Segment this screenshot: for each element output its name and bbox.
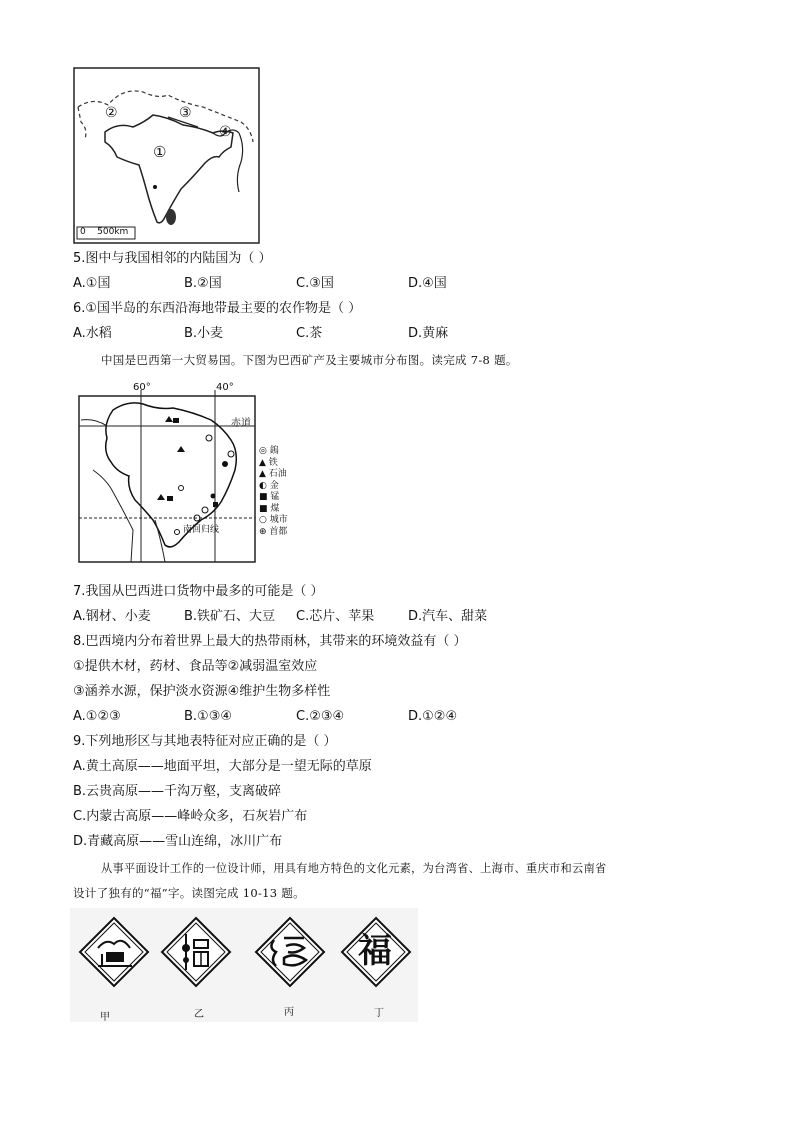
- brazil-legend: [259, 446, 288, 538]
- q6-option-a: A.水稻: [73, 326, 112, 341]
- q7-option-a: A.钢材、小麦: [73, 609, 151, 624]
- legend-item: [259, 515, 288, 527]
- tungsten-symbol: ◎: [259, 446, 270, 456]
- legend-item: [259, 504, 288, 516]
- legend-item: [259, 458, 288, 470]
- legend-capital: 首都: [269, 526, 288, 537]
- legend-gold: 金: [269, 480, 279, 491]
- q9-option-d: D.青藏高原——雪山连绵，冰川广布: [73, 834, 283, 849]
- iron-symbol: ▲: [259, 457, 269, 468]
- gold-symbol: ◐: [259, 480, 270, 491]
- q9-option-b: B.云贵高原——千沟万壑，支离破碎: [73, 784, 282, 799]
- question-8-stem: 8.巴西境内分布着世界上最大的热带雨林，其带来的环境效益有（ ）: [73, 634, 467, 649]
- legend-coal: 煤: [270, 503, 280, 514]
- india-map-drawing: [73, 67, 260, 244]
- intro-10-13-line-1: 从事平面设计工作的一位设计师，用具有地方特色的文化元素，为台湾省、上海市、重庆市和云南省: [101, 862, 607, 875]
- q9-option-c: C.内蒙古高原——峰岭众多，石灰岩广布: [73, 809, 308, 824]
- legend-oil: 石油: [268, 469, 287, 479]
- q6-option-d: D.黄麻: [408, 326, 449, 341]
- q7-option-d: D.汽车、甜菜: [408, 609, 488, 624]
- q5-option-b: B.②国: [184, 276, 222, 291]
- tropic-label: 南回归线: [183, 525, 220, 535]
- map-label-3: ③: [179, 105, 192, 121]
- label-ding: 丁: [374, 1008, 384, 1019]
- question-5-stem: 5.图中与我国相邻的内陆国为（ ）: [73, 251, 272, 266]
- q8-option-c: C.②③④: [296, 709, 345, 724]
- label-bing: 丙: [284, 1007, 294, 1018]
- question-6-stem: 6.①国半岛的东西沿海地带最主要的农作物是（ ）: [73, 301, 362, 316]
- legend-item: [259, 446, 288, 458]
- q8-option-d: D.①②④: [408, 709, 458, 724]
- q7-option-b: B.铁矿石、大豆: [184, 609, 276, 624]
- legend-item: [259, 481, 288, 493]
- oil-symbol: ▲: [259, 469, 269, 479]
- coal-symbol: ■: [259, 503, 271, 514]
- manganese-symbol: ■: [259, 492, 271, 502]
- legend-manganese: 锰: [270, 492, 280, 502]
- q8-statement-line-2: ③涵养水源，保护淡水资源④维护生物多样性: [73, 684, 331, 699]
- label-yi: 乙: [194, 1009, 204, 1020]
- q6-option-c: C.茶: [296, 326, 323, 341]
- q8-statement-line-1: ①提供木材，药材、食品等②减弱温室效应: [73, 659, 318, 674]
- intro-10-13-line-2: 设计了独有的“福”字。读图完成 10-13 题。: [73, 886, 305, 900]
- q8-option-a: A.①②③: [73, 709, 121, 724]
- legend-item: [259, 527, 288, 539]
- question-7-stem: 7.我国从巴西进口货物中最多的可能是（ ）: [73, 584, 324, 599]
- lon-label-60: 60°: [133, 382, 151, 393]
- lon-label-40: 40°: [216, 382, 234, 393]
- label-jia: 甲: [100, 1012, 110, 1023]
- q8-option-b: B.①③④: [184, 709, 233, 724]
- map-label-2: ②: [105, 105, 118, 121]
- map-label-1: ①: [153, 143, 167, 161]
- capital-symbol: ⊕: [259, 526, 270, 537]
- city-symbol: ○: [259, 515, 270, 525]
- legend-iron: 铁: [268, 457, 278, 468]
- map-label-4: ④: [219, 124, 232, 140]
- map-scale: 0 500km: [80, 227, 129, 237]
- brazil-map: [73, 380, 306, 570]
- equator-label: 赤道: [231, 418, 251, 429]
- q6-option-b: B.小麦: [184, 326, 224, 341]
- legend-tungsten: 鎢: [269, 446, 279, 456]
- legend-item: [259, 469, 288, 481]
- india-map: [73, 67, 260, 244]
- q5-option-c: C.③国: [296, 276, 334, 291]
- fu-character-figure: [70, 908, 418, 1022]
- q5-option-d: D.④国: [408, 276, 447, 291]
- legend-item: [259, 492, 288, 504]
- q5-option-a: A.①国: [73, 276, 111, 291]
- intro-7-8: 中国是巴西第一大贸易国。下图为巴西矿产及主要城市分布图。读完成 7-8 题。: [101, 353, 518, 367]
- q9-option-a: A.黄土高原——地面平坦，大部分是一望无际的草原: [73, 759, 372, 774]
- question-9-stem: 9.下列地形区与其地表特征对应正确的是（ ）: [73, 734, 337, 749]
- legend-city: 城市: [269, 515, 288, 525]
- glyph-ding: 福: [358, 931, 392, 971]
- q7-option-c: C.芯片、苹果: [296, 609, 375, 624]
